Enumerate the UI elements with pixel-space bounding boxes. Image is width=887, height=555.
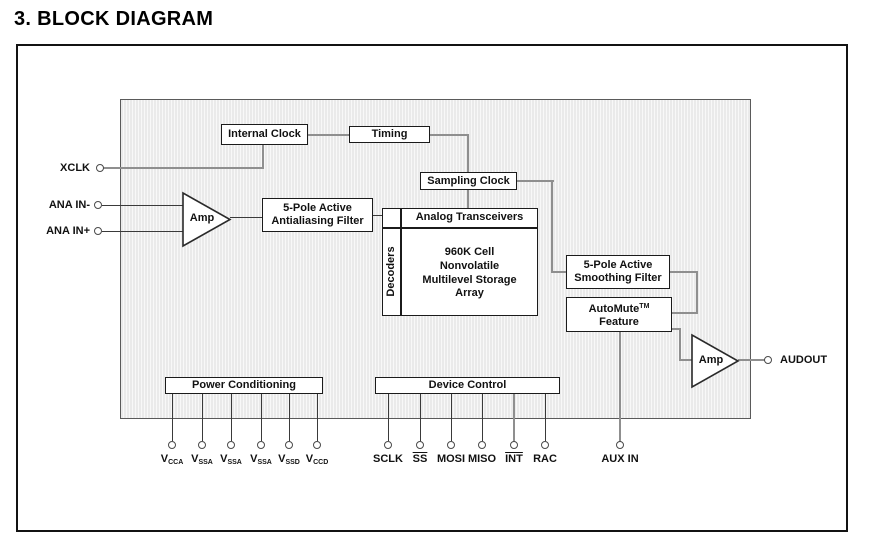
pin-terminal	[541, 441, 549, 449]
xclk-terminal	[96, 164, 104, 172]
pin-terminal	[257, 441, 265, 449]
pin-terminal	[384, 441, 392, 449]
wire	[517, 180, 554, 182]
aux-in-label: AUX IN	[601, 453, 639, 465]
antialiasing-filter-line2: Antialiasing Filter	[271, 215, 364, 227]
wire	[679, 328, 681, 361]
wire	[672, 312, 698, 314]
input-amp-label: Amp	[189, 212, 215, 224]
pin-stem	[261, 394, 262, 441]
output-amp-label: Amp	[698, 354, 724, 366]
pin-stem	[172, 394, 173, 441]
ana-in-plus-terminal	[94, 227, 102, 235]
pin-stem	[545, 394, 546, 441]
power-conditioning-label: Power Conditioning	[192, 379, 296, 391]
smoothing-filter-line1: 5-Pole Active	[583, 259, 653, 271]
storage-body-line1: 960K Cell	[444, 246, 495, 258]
wire	[430, 134, 469, 136]
automute-line1: AutoMute™	[588, 303, 650, 315]
wire	[696, 271, 698, 314]
sampling-clock-block	[420, 172, 517, 190]
pin-stem	[289, 394, 290, 441]
device-control-label: Device Control	[428, 379, 507, 391]
pin-terminal	[313, 441, 321, 449]
pin-label-vcca: $V_{CCA}$	[160, 453, 184, 466]
pin-label-vssa: $V_{SSA}$	[220, 453, 242, 466]
pin-label-miso: MISO	[467, 453, 497, 465]
pin-terminal	[416, 441, 424, 449]
wire	[551, 271, 567, 273]
ana-in-plus-label: ANA IN+	[46, 225, 90, 237]
pin-label-rac: RAC	[533, 453, 557, 465]
antialiasing-filter-line1: 5-Pole Active	[283, 202, 352, 214]
automute-line2: Feature	[599, 316, 639, 328]
wire	[738, 359, 765, 361]
pin-label-mosi: MOSI	[436, 453, 466, 465]
pin-label-ss: $\overline{SS}$	[412, 453, 428, 465]
storage-body-text	[401, 246, 538, 301]
pin-label-int: $\overline{INT}$	[505, 453, 523, 465]
wire	[670, 271, 698, 273]
analog-transceivers-label: Analog Transceivers	[415, 211, 524, 223]
timing-block	[349, 126, 430, 143]
pin-stem	[420, 394, 421, 441]
pin-stem	[482, 394, 483, 441]
pin-terminal	[510, 441, 518, 449]
pin-terminal	[478, 441, 486, 449]
power-conditioning-block	[165, 377, 323, 394]
smoothing-filter-line2: Smoothing Filter	[574, 272, 662, 284]
storage-header-divider	[382, 227, 538, 229]
pin-stem	[451, 394, 452, 441]
pin-terminal	[285, 441, 293, 449]
pin-label-vssa: $V_{SSA}$	[191, 453, 213, 466]
pin-label-vccd: $V_{CCD}$	[305, 453, 329, 466]
pin-terminal	[447, 441, 455, 449]
pin-label-vssa: $V_{SSA}$	[250, 453, 272, 466]
xclk-label: XCLK	[60, 162, 90, 174]
audout-terminal	[764, 356, 772, 364]
wire	[467, 134, 469, 173]
wire	[467, 190, 469, 209]
wire	[262, 145, 264, 169]
aux-in-terminal	[616, 441, 624, 449]
pin-stem	[202, 394, 203, 441]
ana-in-minus-label: ANA IN-	[48, 199, 90, 211]
timing-label: Timing	[371, 128, 408, 140]
pin-terminal	[198, 441, 206, 449]
storage-body-line3: Multilevel Storage	[422, 273, 517, 286]
storage-body-line2: Nonvolatile	[439, 259, 500, 272]
wire	[551, 180, 553, 273]
pin-stem	[317, 394, 318, 441]
wire	[308, 134, 349, 136]
wire	[102, 167, 264, 169]
automute-block	[566, 297, 672, 332]
pin-stem	[388, 394, 389, 441]
smoothing-filter-block	[566, 255, 670, 289]
device-control-block	[375, 377, 560, 394]
pin-terminal	[227, 441, 235, 449]
antialiasing-filter-block	[262, 198, 373, 232]
internal-clock-block	[221, 124, 308, 145]
pin-terminal	[168, 441, 176, 449]
pin-label-sclk: SCLK	[373, 453, 403, 465]
storage-body-line4: Array	[455, 287, 484, 300]
wire	[102, 205, 183, 206]
wire	[513, 394, 515, 442]
wire	[230, 217, 262, 218]
decoders-label: Decoders	[385, 246, 397, 297]
internal-clock-label: Internal Clock	[228, 128, 301, 140]
audout-label: AUDOUT	[780, 354, 828, 366]
page-title: 3. BLOCK DIAGRAM	[14, 8, 214, 30]
sampling-clock-label: Sampling Clock	[427, 174, 510, 187]
tm-superscript: TM	[639, 303, 650, 310]
pin-stem	[231, 394, 232, 441]
pin-label-vssd: $V_{SSD}$	[278, 453, 300, 466]
wire	[619, 332, 621, 442]
ana-in-minus-terminal	[94, 201, 102, 209]
wire	[102, 231, 183, 232]
